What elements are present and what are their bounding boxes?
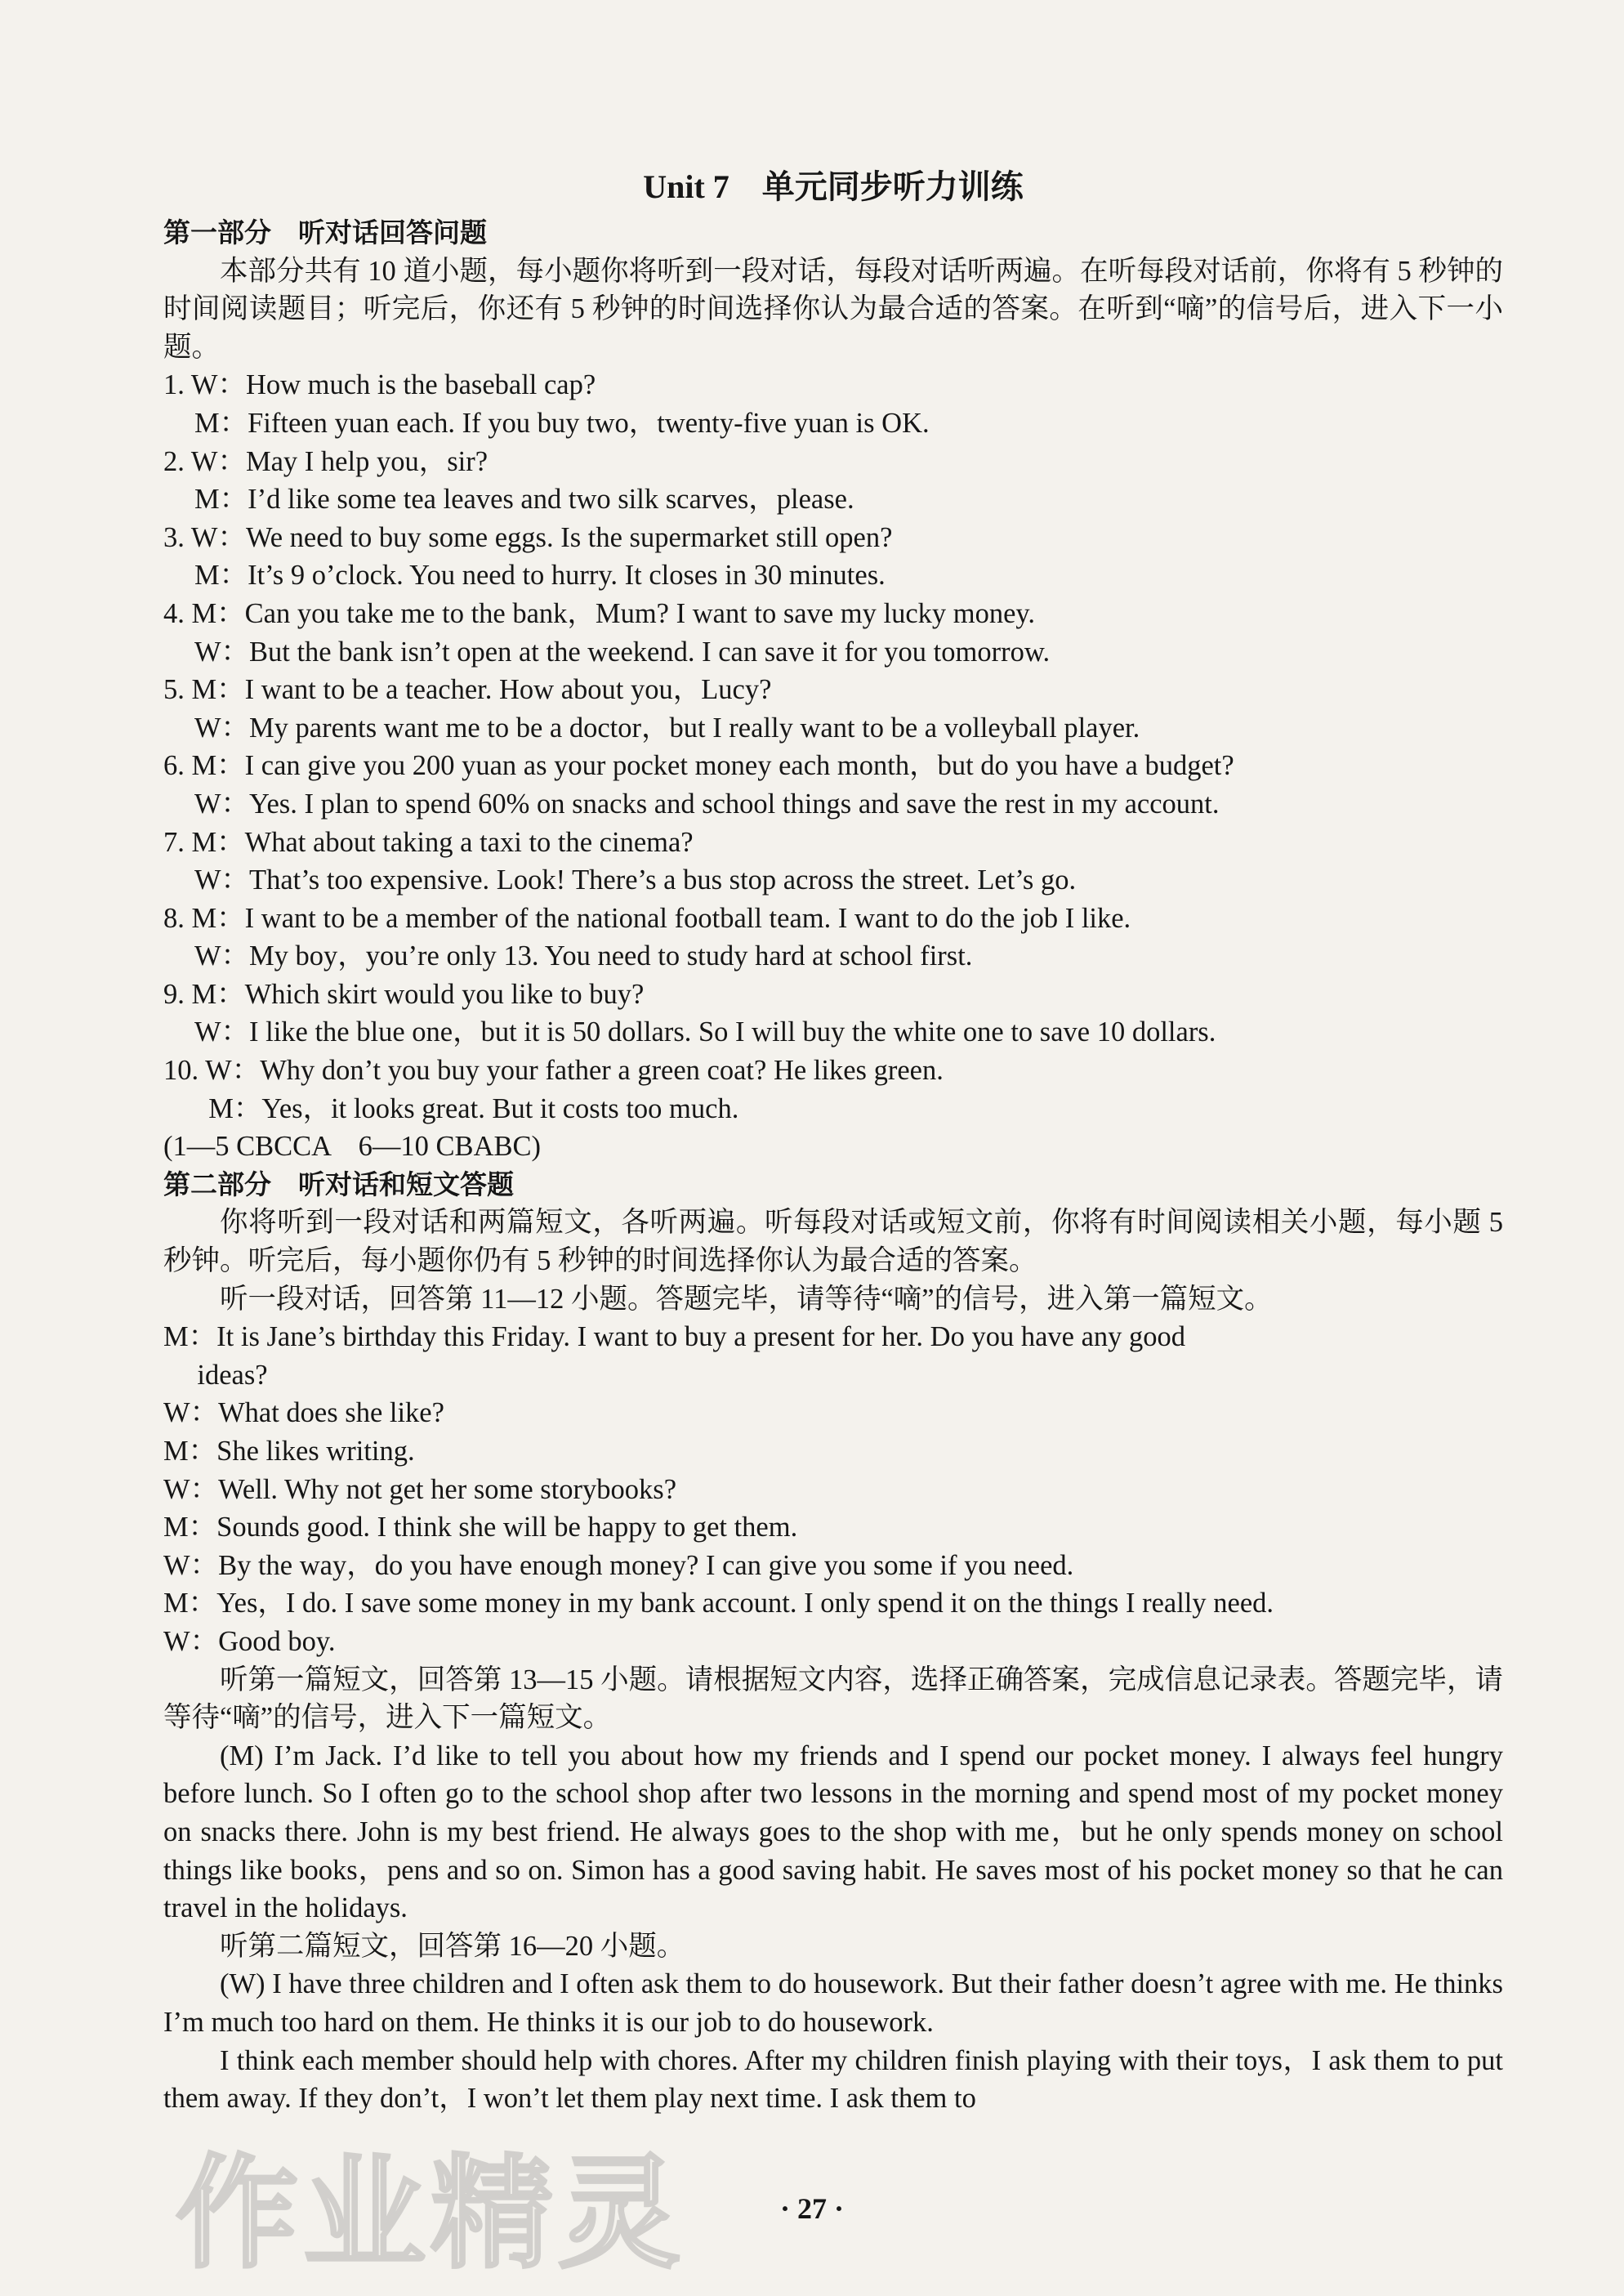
page-content — [163, 163, 1503, 2118]
item-answer: M：It’s 9 o’clock. You need to hurry. It closes in 30 minutes. — [194, 560, 886, 592]
item-9 — [163, 976, 1503, 1052]
item-question: 10. W：Why don’t you buy your father a green coat? He likes green. — [163, 1055, 944, 1087]
item-8 — [163, 900, 1503, 976]
part2-heading: 第二部分 听对话和短文答题 — [163, 1168, 514, 1200]
dialogue-line: W：Good boy. — [163, 1625, 336, 1657]
item-question: 4. M：Can you take me to the bank，Mum? I want to save my lucky money. — [163, 597, 1036, 629]
item-4 — [163, 595, 1503, 671]
dialogue-line: W：What does she like? — [163, 1397, 444, 1429]
item-question: 9. M：Which skirt would you like to buy? — [163, 978, 645, 1010]
watermark-logo: 作业精灵 — [176, 2143, 686, 2285]
item-2 — [163, 443, 1503, 519]
item-answer: W：That’s too expensive. Look! There’s a bus stop across the street. Let’s go. — [194, 864, 1077, 896]
item-10 — [163, 1052, 1503, 1128]
item-question: 7. M：What about taking a taxi to the cinema? — [163, 826, 694, 858]
item-question: 6. M：I can give you 200 yuan as your pocket money each month，but do you have a budget? — [163, 750, 1234, 782]
item-answer: W：But the bank isn’t open at the weekend. I can save it for you tomorrow. — [194, 636, 1051, 668]
item-question: 1. W：How much is the baseball cap? — [163, 369, 596, 401]
item-answer: W：Yes. I plan to spend 60% on snacks and school things and save the rest in my account. — [194, 788, 1220, 820]
dialogue — [163, 1318, 1503, 1660]
passage2-paragraph-1: (W) I have three children and I often ask them to do housework. But their father doesn’t agree with me. He thinks I’m much too hard on them. He thinks it is our job to do housework. — [163, 1968, 1503, 2038]
part1-instructions: 本部分共有 10 道小题，每小题你将听到一段对话，每段对话听两遍。在听每段对话前，你将有 5 秒钟的时间阅读题目；听完后，你还有 5 秒钟的时间选择你认为最合适的答案。在听到“嘀”的信号后，进入下一小题。 — [163, 255, 1503, 363]
dialogue-line: M：It is Jane’s birthday this Friday. I want to buy a present for her. Do you have any good — [163, 1321, 1186, 1353]
part1-answer-key: (1—5 CBCCA 6—10 CBABC) — [163, 1131, 541, 1163]
item-6 — [163, 747, 1503, 823]
item-answer: M：Fifteen yuan each. If you buy two，twenty-five yuan is OK. — [194, 407, 930, 439]
dialogue-intro: 听一段对话，回答第 11—12 小题。答题完毕，请等待“嘀”的信号，进入第一篇短文。 — [220, 1283, 1273, 1315]
passage1-text: (M) I’m Jack. I’d like to tell you about how my friends and I spend our pocket money. I always feel hungry before lunch. So I often go to the school shop after two lessons in the morning and spend most of my pocket money on snacks there. John is my best friend. He always goes to the shop with me，but he only spends money on school things like books，pens and so on. Simon has a good saving habit. He saves most of his pocket money so that he can travel in the holidays. — [163, 1740, 1503, 1924]
item-question: 2. W：May I help you，sir? — [163, 445, 489, 477]
dialogue-line: M：Yes，I do. I save some money in my bank account. I only spend it on the things I really need. — [163, 1588, 1274, 1619]
item-answer: W：I like the blue one，but it is 50 dollars. So I will buy the white one to save 10 dollars. — [194, 1016, 1216, 1048]
dialogue-line: M：She likes writing. — [163, 1436, 415, 1467]
item-3 — [163, 519, 1503, 595]
item-answer: W：My boy，you’re only 13. You need to study hard at school first. — [194, 940, 973, 972]
page-number: · 27 · — [779, 2192, 844, 2225]
dialogue-line: W：By the way，do you have enough money? I can give you some if you need. — [163, 1549, 1074, 1581]
item-5 — [163, 671, 1503, 747]
page-title: Unit 7 单元同步听力训练 — [643, 168, 1024, 205]
item-answer: M：I’d like some tea leaves and two silk scarves，please. — [194, 484, 854, 516]
dialogue-line: M：Sounds good. I think she will be happy to get them. — [163, 1512, 798, 1543]
passage1-intro: 听第一篇短文，回答第 13—15 小题。请根据短文内容，选择正确答案，完成信息记录表。答题完毕，请等待“嘀”的信号，进入下一篇短文。 — [163, 1664, 1503, 1734]
part1-items — [163, 366, 1503, 1128]
item-question: 8. M：I want to be a member of the national football team. I want to do the job I like. — [163, 902, 1131, 934]
dialogue-line: W：Well. Why not get her some storybooks? — [163, 1473, 677, 1505]
passage2-intro: 听第二篇短文，回答第 16—20 小题。 — [220, 1930, 685, 1962]
item-7 — [163, 824, 1503, 900]
part2-instructions: 你将听到一段对话和两篇短文，各听两遍。听每段对话或短文前，你将有时间阅读相关小题，每小题 5 秒钟。听完后，每小题你仍有 5 秒钟的时间选择你认为最合适的答案。 — [163, 1207, 1503, 1277]
item-answer: M：Yes，it looks great. But it costs too much. — [208, 1092, 739, 1124]
part1-heading: 第一部分 听对话回答问题 — [163, 217, 487, 248]
item-1 — [163, 366, 1503, 442]
item-question: 3. W：We need to buy some eggs. Is the supermarket still open? — [163, 521, 893, 553]
dialogue-line-continued: ideas? — [197, 1359, 268, 1391]
item-question: 5. M：I want to be a teacher. How about you，Lucy? — [163, 674, 772, 706]
item-answer: W：My parents want me to be a doctor，but I really want to be a volleyball player. — [194, 712, 1140, 744]
passage2-paragraph-2: I think each member should help with chores. After my children finish playing with their toys，I ask them to put them away. If they don’t，I won’t let them play next time. I ask them to — [163, 2044, 1503, 2115]
